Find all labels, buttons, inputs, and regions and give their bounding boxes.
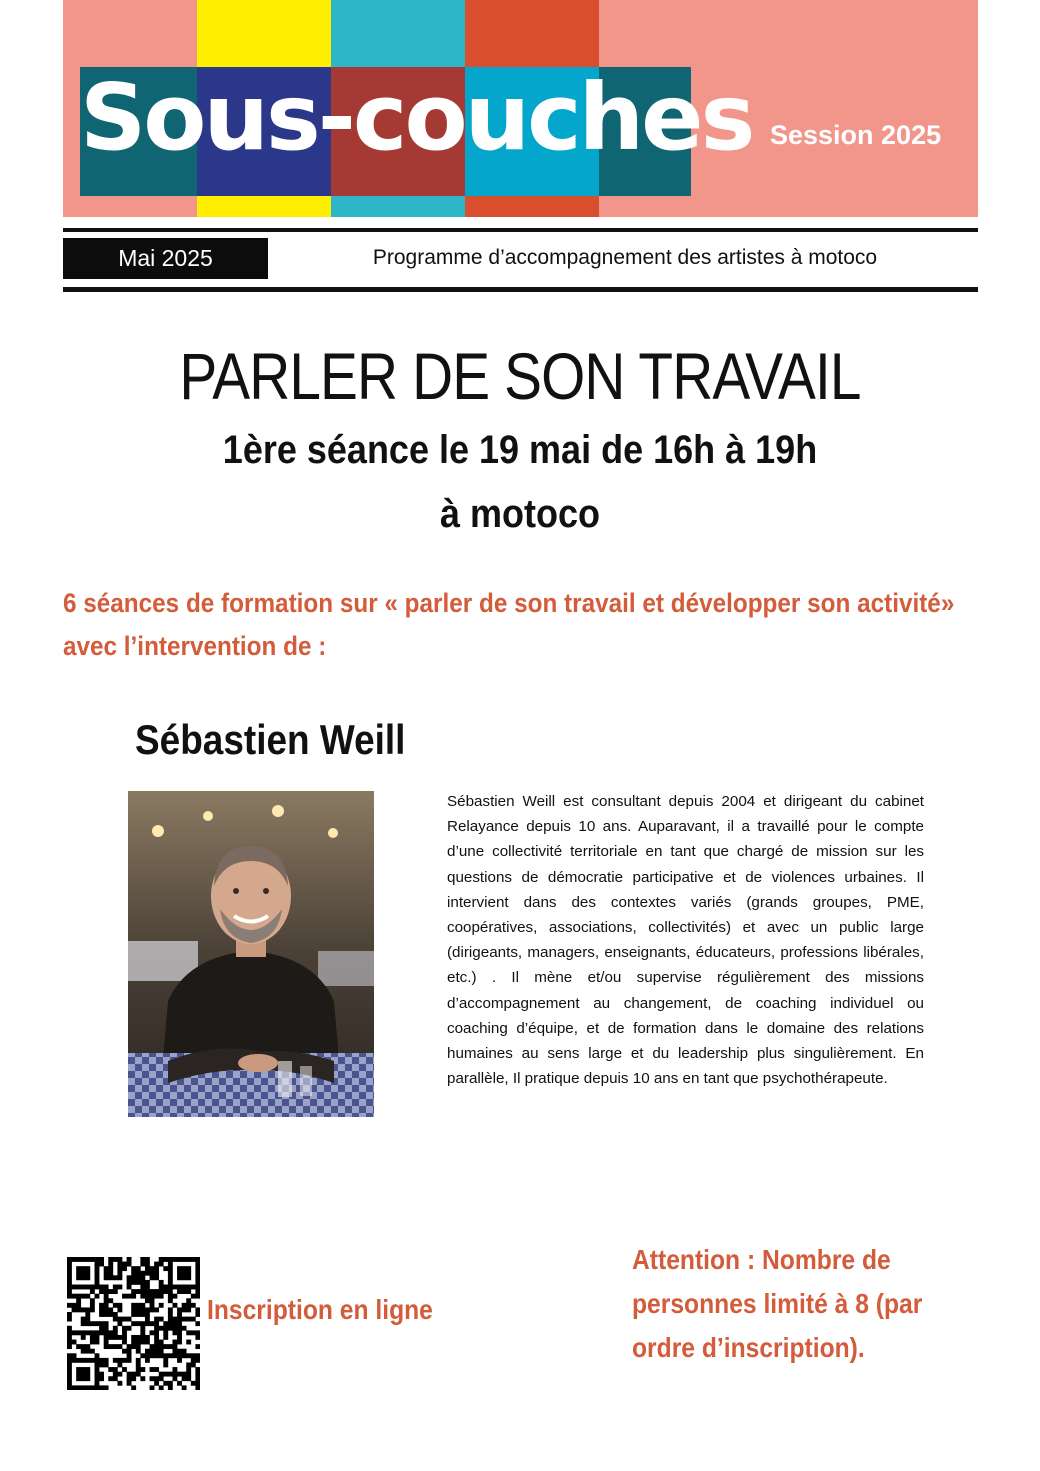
program-subtitle: Programme d’accompagnement des artistes à motoco (372, 246, 878, 269)
bottom-rule (63, 287, 978, 292)
qr-code[interactable] (67, 1257, 200, 1390)
speaker-photo (128, 791, 374, 1117)
issue-date-badge (63, 238, 268, 279)
session-label: Session 2025 (770, 120, 942, 150)
intro-line-1: 6 séances de formation sur « parler de son travail et développer son activité» (63, 588, 955, 618)
signup-link[interactable]: Inscription en ligne (207, 1294, 433, 1325)
speaker-name: Sébastien Weill (135, 716, 406, 763)
capacity-warning: Attention : Nombre de personnes limité à 8 (par ordre d’inscription). (632, 1244, 923, 1363)
issue-date: Mai 2025 (118, 245, 213, 271)
qr-code-icon (67, 1257, 200, 1390)
speaker-bio: Sébastien Weill est consultant depuis 2004 et dirigeant du cabinet Relayance depuis 10 ans. Auparavant, il a travaillé pour le compte d’une collectivité territoriale en tant que chargé de mission sur les questions de démocratie participative et de violences urbaines. Il intervient dans des contextes variés (grands groupes, PME, coopératives, associations, collectivités) et avec un public large (dirigeants, managers, enseignants, éducateurs, professions libérales, etc.) . Il mène et/ou supervise régulièrement des missions d’accompagnement au changement, de coaching individuel ou coaching d’équipe, et de formation dans le domaine des relations humaines au sens large et du leadership plus singulièrement. En parallèle, Il pratique depuis 10 ans en tant que psychothérapeute. (447, 793, 924, 1088)
top-rule (63, 228, 978, 232)
event-title: PARLER DE SON TRAVAIL (179, 339, 861, 413)
event-first-session: 1ère séance le 19 mai de 16h à 19h (222, 428, 818, 472)
event-place: à motoco (439, 492, 601, 536)
newsletter-title: Sous-couches (80, 64, 753, 171)
speaker-photo-illustration (128, 791, 374, 1117)
intro-line-2: avec l’intervention de : (63, 631, 327, 661)
